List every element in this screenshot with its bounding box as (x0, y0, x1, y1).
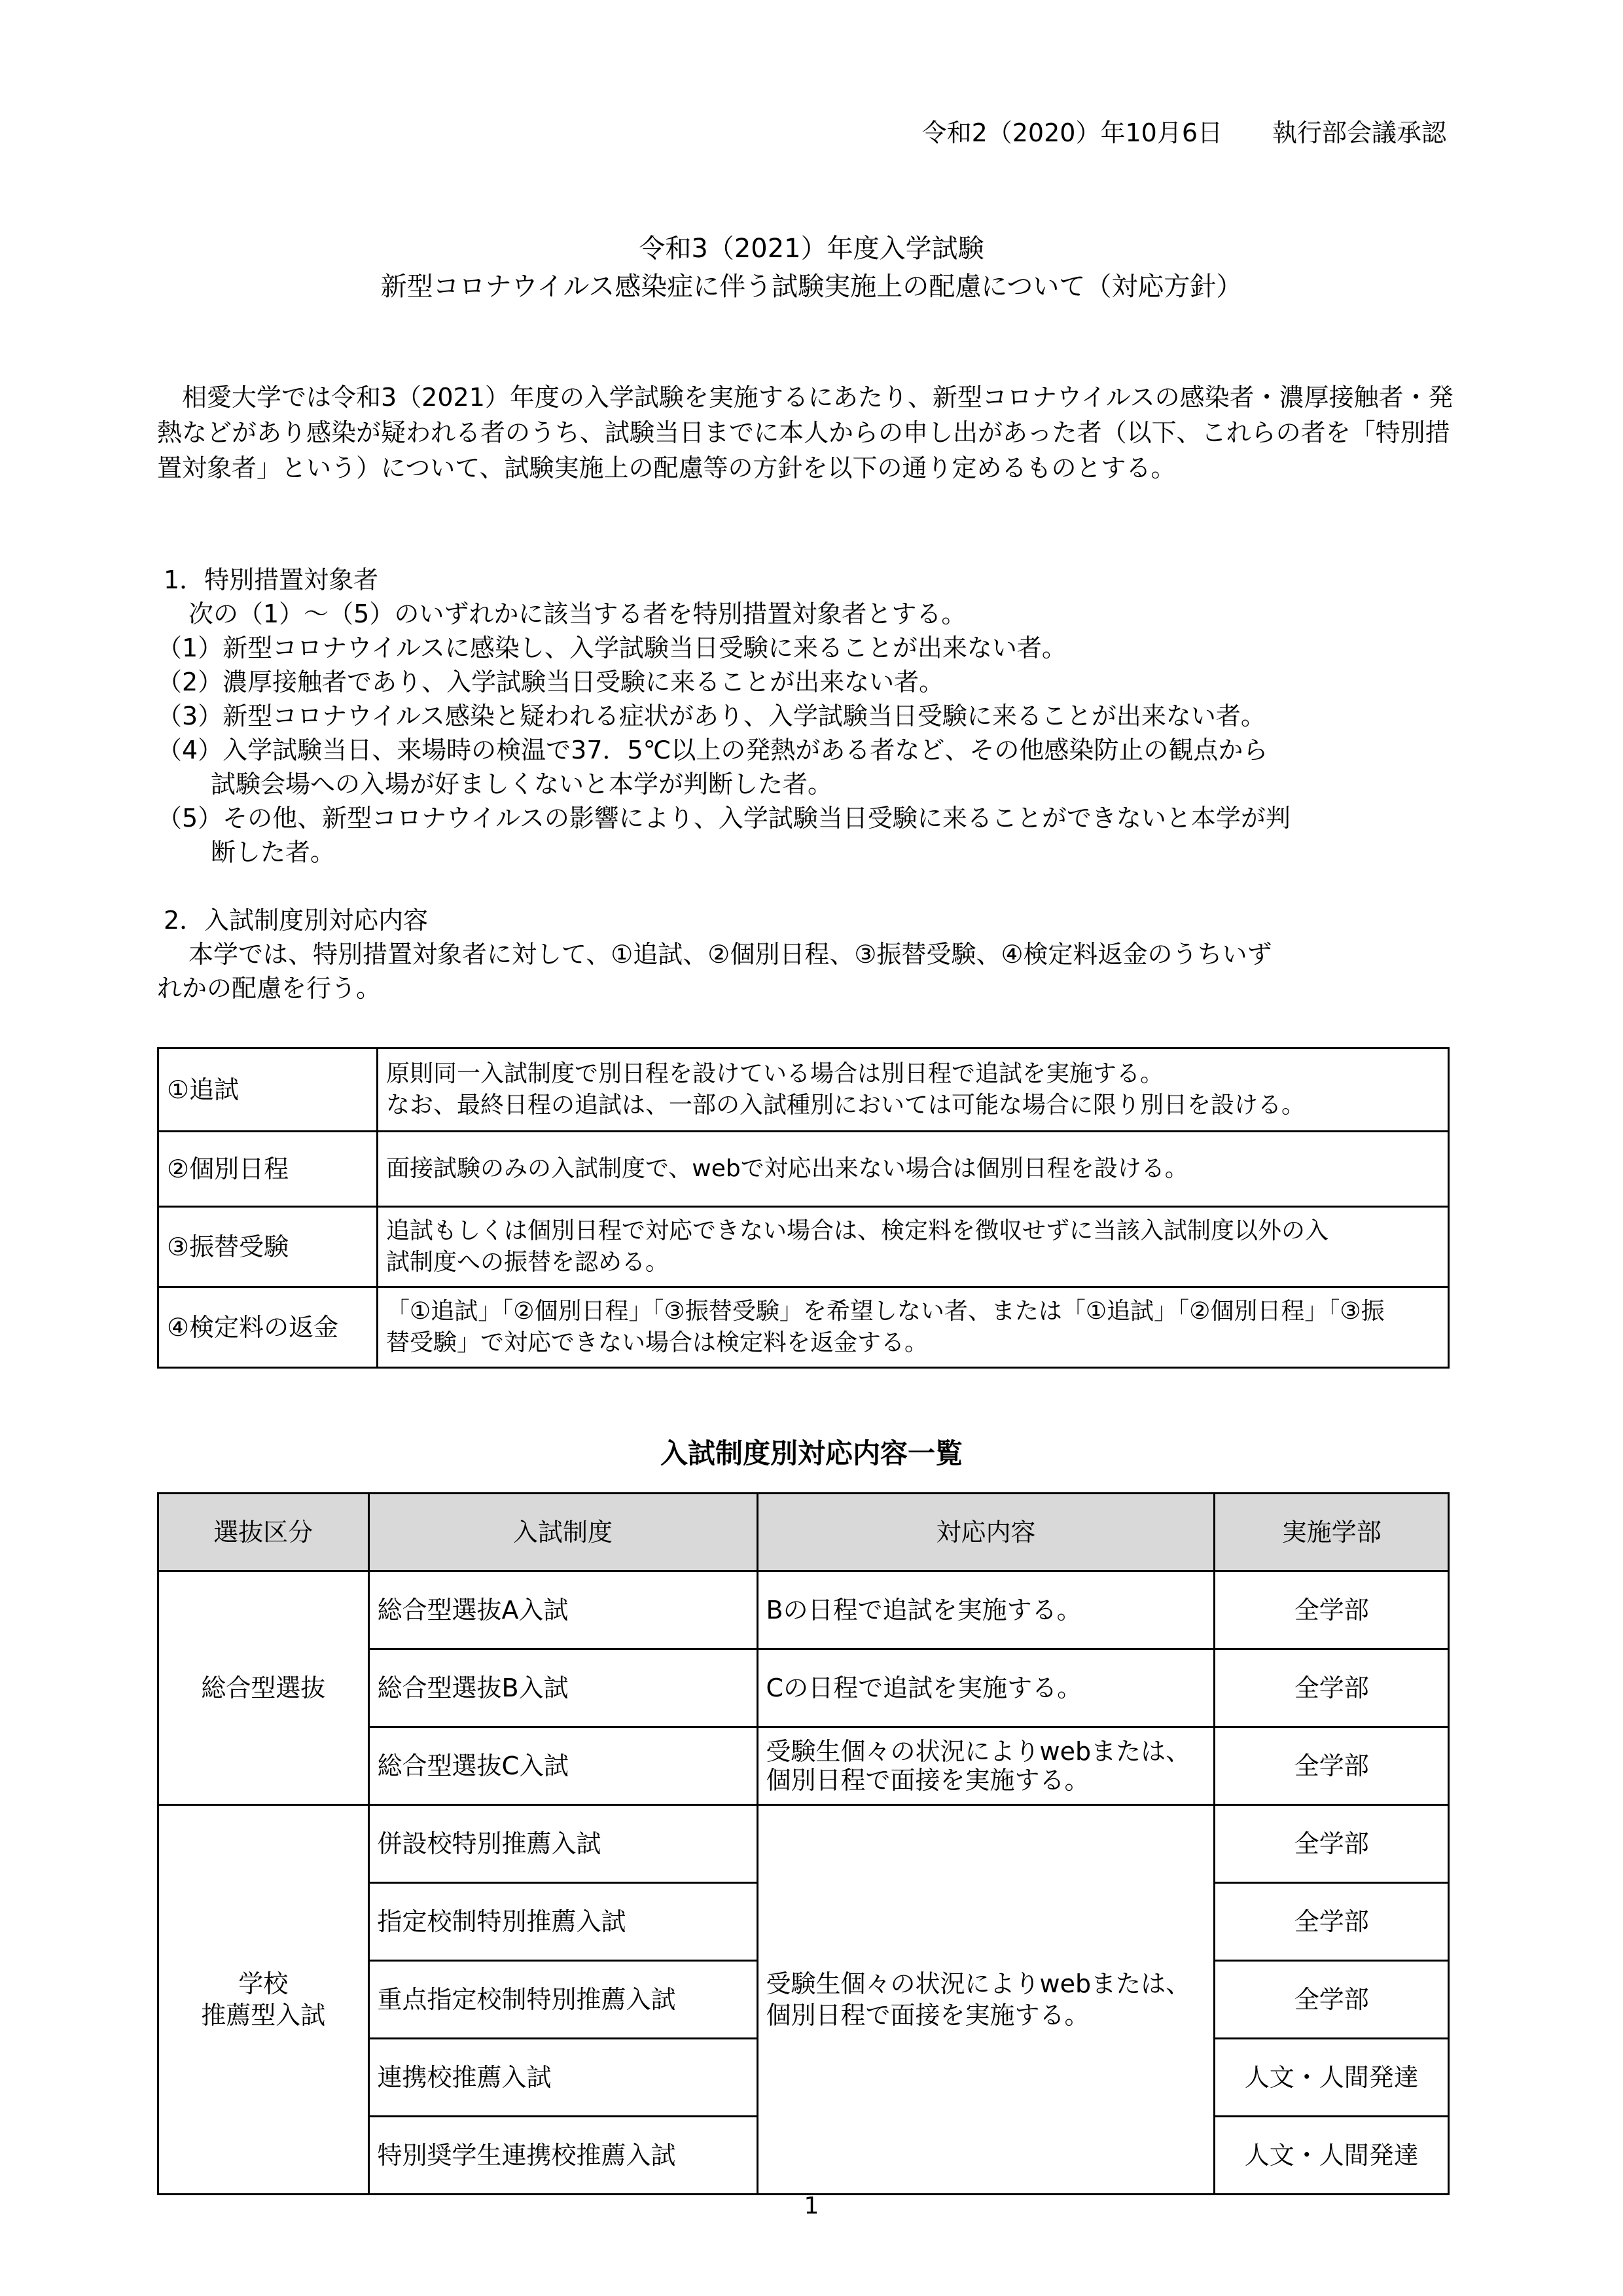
measure-desc-line: 原則同一入試制度で別日程を設けている場合は別日程で追試を実施する。 (386, 1060, 1164, 1087)
measure-label: ①追試 (158, 1049, 378, 1132)
intro-paragraph (157, 380, 1472, 486)
table-row (158, 1571, 1449, 1649)
category-cell: 総合型選抜 (158, 1571, 369, 1805)
intro-text: 相愛大学では令和3（2021）年度の入学試験を実施するにあたり、新型コロナウイルスの感染者・濃厚接触者・発熱などがあり感染が疑われる者のうち、試験当日までに本人からの申し出があった者（以下、これらの者を「特別措置対象者」という）について、試験実施上の配慮等の方針を以下の通り定めるものとする。 (157, 383, 1454, 482)
header-exam: 入試制度 (368, 1494, 757, 1571)
measure-desc (378, 1287, 1449, 1368)
response-line: 受験生個々の状況によりwebまたは、 (766, 1969, 1191, 1998)
measures-table (157, 1047, 1450, 1369)
header-response: 対応内容 (757, 1494, 1215, 1571)
overview-title: 入試制度別対応内容一覧 (660, 1437, 963, 1469)
exam-cell: 重点指定校制特別推薦入試 (368, 1961, 757, 2039)
criteria-item-5: （5）その他、新型コロナウイルスの影響により、入学試験当日受験に来ることができないと本学が判 (157, 804, 1291, 833)
page-number: 1 (804, 2193, 819, 2219)
measure-desc-line: 追試もしくは個別日程で対応できない場合は、検定料を徴収せずに当該入試制度以外の入 (386, 1217, 1329, 1244)
response-cell (757, 1727, 1215, 1805)
section1-heading: 1．特別措置対象者 (164, 565, 379, 594)
criteria-item-5-cont: 断した者。 (211, 838, 336, 867)
category-line: 学校 (238, 1969, 289, 1998)
approval-date: 令和2（2020）年10月6日 執行部会議承認 (921, 118, 1446, 147)
faculty-cell: 全学部 (1215, 1883, 1449, 1961)
section2-heading: 2．入試制度別対応内容 (164, 906, 429, 935)
faculty-cell: 人文・人間発達 (1215, 2039, 1449, 2117)
measure-desc-line: 試制度への振替を認める。 (386, 1249, 669, 1276)
category-line: 推薦型入試 (201, 2001, 326, 2030)
criteria-item-2: （2）濃厚接触者であり、入学試験当日受験に来ることが出来ない者。 (157, 668, 944, 696)
response-line: 個別日程で面接を実施する。 (766, 1766, 1090, 1795)
header-category: 選抜区分 (158, 1494, 369, 1571)
measure-row (158, 1049, 1449, 1132)
criteria-item-4: （4）入学試験当日、来場時の検温で37．5℃以上の発熱がある者など、その他感染防止の観点から (157, 736, 1268, 764)
doc-title-line2: 新型コロナウイルス感染症に伴う試験実施上の配慮について（対応方針） (380, 272, 1243, 302)
measure-desc (378, 1207, 1449, 1287)
doc-title-line1: 令和3（2021）年度入学試験 (639, 234, 984, 264)
measure-desc (378, 1049, 1449, 1132)
exam-cell: 併設校特別推薦入試 (368, 1805, 757, 1883)
response-cell: Bの日程で追試を実施する。 (757, 1571, 1215, 1649)
header-faculty: 実施学部 (1215, 1494, 1449, 1571)
measure-row (158, 1207, 1449, 1287)
measure-desc-line: 替受験」で対応できない場合は検定料を返金する。 (386, 1329, 929, 1356)
category-cell (158, 1805, 369, 2195)
response-line: 個別日程で面接を実施する。 (766, 2001, 1090, 2030)
exam-cell: 総合型選抜C入試 (368, 1727, 757, 1805)
faculty-cell: 人文・人間発達 (1215, 2117, 1449, 2195)
measure-label: ②個別日程 (158, 1132, 378, 1207)
faculty-cell: 全学部 (1215, 1961, 1449, 2039)
measure-desc-line: 「①追試」「②個別日程」「③振替受験」を希望しない者、または「①追試」「②個別日程」「③振 (386, 1298, 1385, 1325)
measure-row (158, 1287, 1449, 1368)
criteria-item-1: （1）新型コロナウイルスに感染し、入学試験当日受験に来ることが出来ない者。 (157, 634, 1067, 662)
criteria-item-3: （3）新型コロナウイルス感染と疑われる症状があり、入学試験当日受験に来ることが出来ない者。 (157, 702, 1266, 730)
measure-desc-line: 面接試験のみの入試制度で、webで対応出来ない場合は個別日程を設ける。 (386, 1155, 1188, 1182)
measure-row (158, 1132, 1449, 1207)
table-row (158, 1805, 1449, 1883)
overview-header-row (158, 1494, 1449, 1571)
measure-label: ④検定料の返金 (158, 1287, 378, 1368)
response-cell (757, 1805, 1215, 2195)
exam-cell: 総合型選抜B入試 (368, 1649, 757, 1727)
section1-lead: 次の（1）～（5）のいずれかに該当する者を特別措置対象者とする。 (164, 600, 967, 628)
measure-label: ③振替受験 (158, 1207, 378, 1287)
exam-cell: 特別奨学生連携校推薦入試 (368, 2117, 757, 2195)
exam-cell: 総合型選抜A入試 (368, 1571, 757, 1649)
criteria-item-4-cont: 試験会場への入場が好ましくないと本学が判断した者。 (211, 770, 833, 798)
exam-cell: 連携校推薦入試 (368, 2039, 757, 2117)
faculty-cell: 全学部 (1215, 1805, 1449, 1883)
faculty-cell: 全学部 (1215, 1649, 1449, 1727)
measure-desc (378, 1132, 1449, 1207)
faculty-cell: 全学部 (1215, 1571, 1449, 1649)
section2-lead-1: 本学では、特別措置対象者に対して、①追試、②個別日程、③振替受験、④検定料返金のうちいず (164, 940, 1272, 969)
response-cell: Cの日程で追試を実施する。 (757, 1649, 1215, 1727)
exam-cell: 指定校制特別推薦入試 (368, 1883, 757, 1961)
overview-table (157, 1492, 1450, 2195)
faculty-cell: 全学部 (1215, 1727, 1449, 1805)
section2-lead-2: れかの配慮を行う。 (157, 974, 382, 1003)
measure-desc-line: なお、最終日程の追試は、一部の入試種別においては可能な場合に限り別日を設ける。 (386, 1092, 1306, 1119)
response-line: 受験生個々の状況によりwebまたは、 (766, 1737, 1191, 1766)
